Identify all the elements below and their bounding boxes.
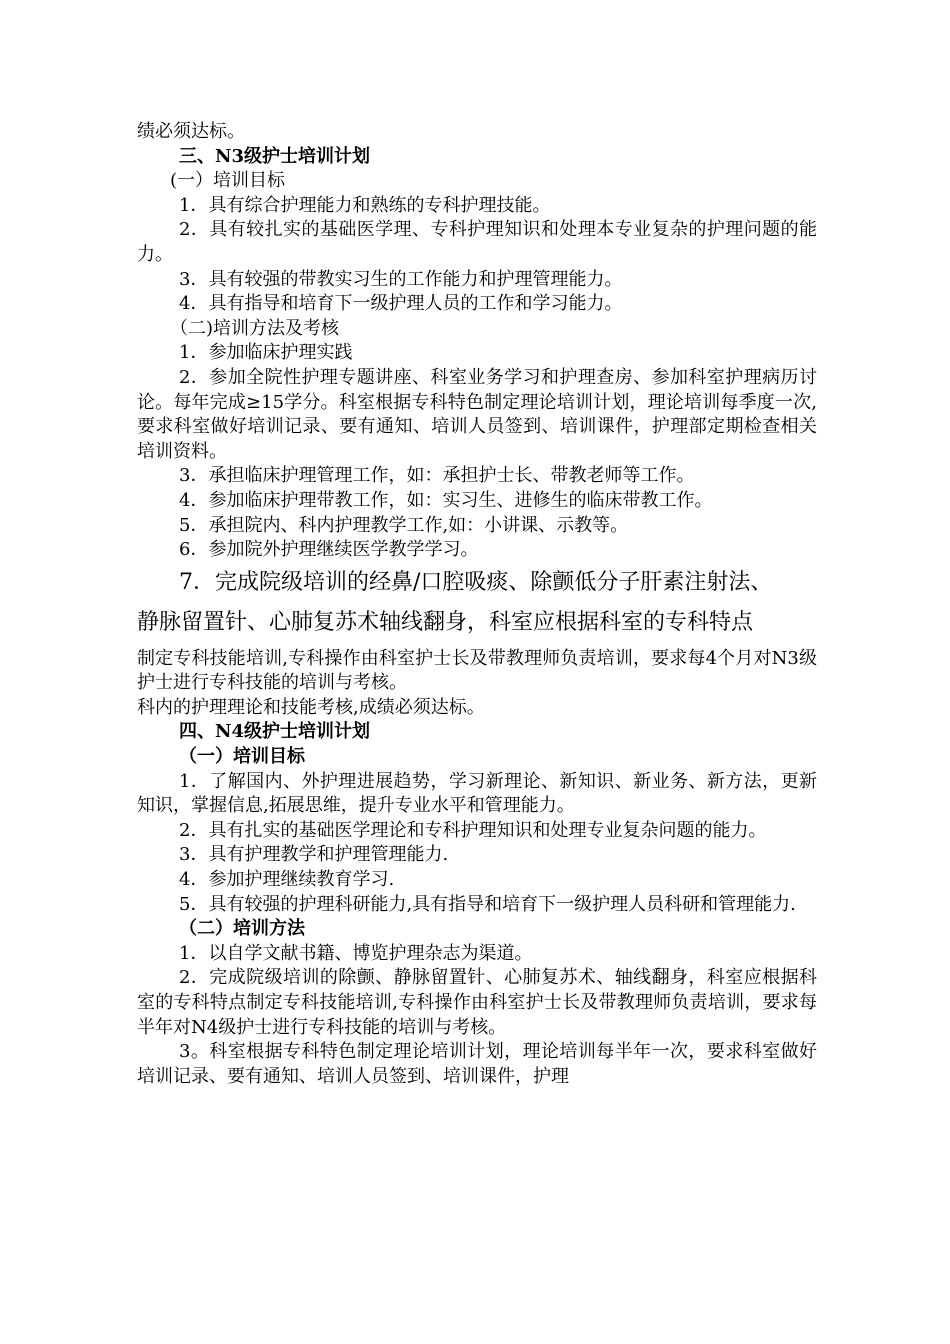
section-heading-n3: 三、N3级护士培训计划 bbox=[179, 145, 370, 167]
list-item: 6．参加院外护理继续医学教学学习。 bbox=[179, 539, 479, 561]
list-item: 3．具有较强的带教实习生的工作能力和护理管理能力。 bbox=[179, 268, 623, 290]
list-item: 3。科室根据专科特色制定理论培训计划，理论培训每半年一次，要求科室做好培训记录、要有通知、培训人员签到、培训课件，护理 bbox=[137, 1041, 817, 1087]
list-item: 5．具有较强的护理科研能力,具有指导和培育下一级护理人员科研和管理能力. bbox=[179, 893, 796, 915]
document-page bbox=[137, 120, 817, 1089]
list-item: 1．参加临床护理实践 bbox=[179, 342, 353, 364]
subheading-methods-n4: （二）培训方法 bbox=[179, 918, 305, 940]
list-item: 3．承担临床护理管理工作，如：承担护士长、带教老师等工作。 bbox=[179, 465, 695, 487]
list-item: 1．了解国内、外护理进展趋势，学习新理论、新知识、新业务、新方法，更新知识，掌握信息,拓展思维，提升专业水平和管理能力。 bbox=[137, 770, 817, 817]
list-item: 2．完成院级培训的除颤、静脉留置针、心肺复苏术、轴线翻身，科室应根据科室的专科特点制定专科技能培训,专科操作由科室护士长及带教理师负责培训，要求每半年对N4级护士进行专科技能的培训与考核。 bbox=[137, 967, 817, 1038]
list-item-large: 7．完成院级培训的经鼻/口腔吸痰、除颤低分子肝素注射法、 bbox=[179, 569, 773, 595]
list-item: 2．具有扎实的基础医学理论和专科护理知识和处理专业复杂问题的能力。 bbox=[179, 819, 767, 841]
list-item-large-cont: 静脉留置针、心肺复苏术轴线翻身，科室应根据科室的专科特点 bbox=[137, 609, 754, 635]
list-item: 4．具有指导和培育下一级护理人员的工作和学习能力。 bbox=[179, 293, 623, 315]
doc-line-0: 绩必须达标。 bbox=[137, 121, 245, 142]
list-item: 2．具有较扎实的基础医学理、专科护理知识和处理本专业复杂的护理问题的能力。 bbox=[137, 219, 817, 265]
paragraph: 制定专科技能培训,专科操作由科室护士长及带教理师负责培训，要求每4个月对N3级护士进行专科技能的培训与考核。 bbox=[137, 647, 817, 694]
subheading-goals-n4: （一）培训目标 bbox=[179, 746, 305, 768]
list-item: 4．参加护理继续教育学习. bbox=[179, 869, 395, 891]
subheading-methods-n3: （二)培训方法及考核 bbox=[170, 317, 340, 339]
paragraph: 科内的护理理论和技能考核,成绩必须达标。 bbox=[137, 696, 485, 718]
list-item: 5．承担院内、科内护理教学工作,如：小讲课、示教等。 bbox=[179, 514, 629, 536]
list-item: 2．参加全院性护理专题讲座、科室业务学习和护理查房、参加科室护理病历讨论。每年完成≥15学分。科室根据专科特色制定理论培训计划，理论培训每季度一次,要求科室做好培训记录、要有通知、培训人员签到、培训课件，护理部定期检查相关培训资料。 bbox=[137, 366, 817, 462]
section-heading-n4: 四、N4级护士培训计划 bbox=[179, 721, 370, 743]
list-item: 1．以自学文献书籍、博览护理杂志为渠道。 bbox=[179, 942, 533, 964]
list-item: 1．具有综合护理能力和熟练的专科护理技能。 bbox=[179, 194, 551, 216]
list-item: 4．参加临床护理带教工作，如：实习生、进修生的临床带教工作。 bbox=[179, 489, 713, 511]
subheading-goals-n3: (一）培训目标 bbox=[170, 170, 286, 192]
list-item: 3．具有护理教学和护理管理能力. bbox=[179, 844, 449, 866]
